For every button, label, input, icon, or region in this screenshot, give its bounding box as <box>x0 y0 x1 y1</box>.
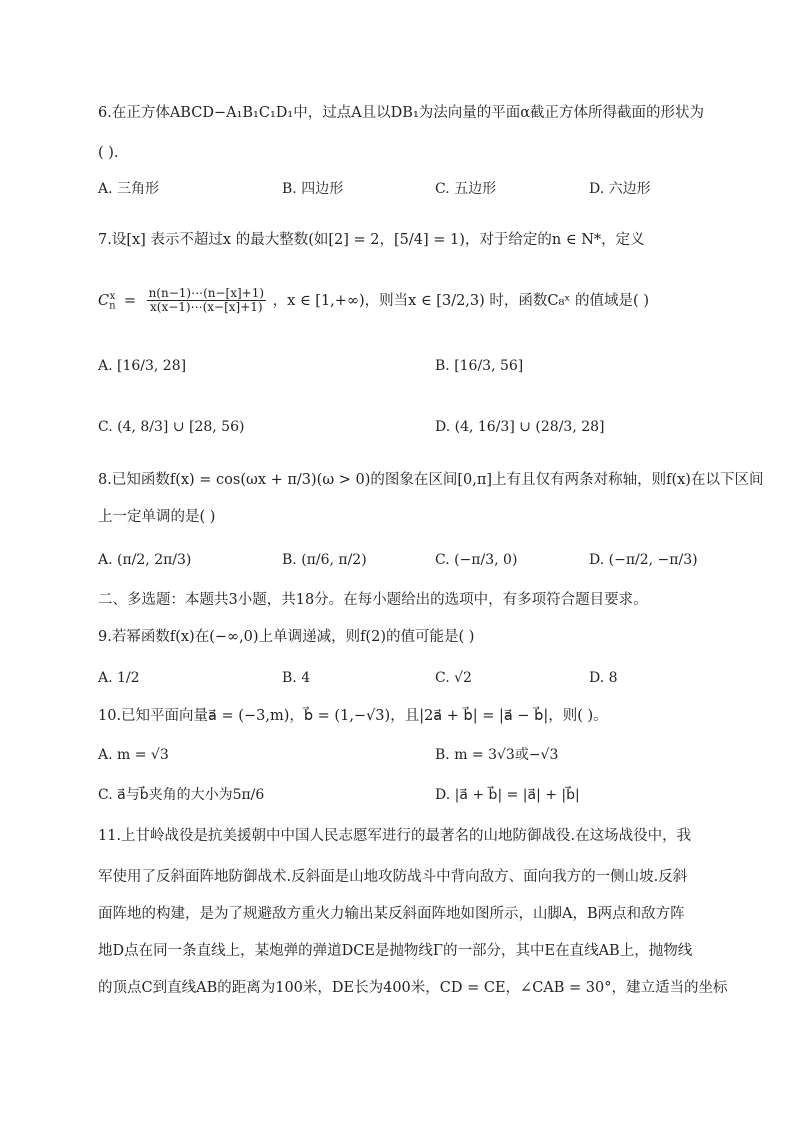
q7-option-a: A. [16/3, 28] <box>98 358 187 374</box>
q11-paragraph-line2: 军使用了反斜面阵地防御战术.反斜面是山地攻防战斗中背向敌方、面向我方的一侧山坡.反斜 <box>98 869 688 885</box>
q11-paragraph-line5: 的顶点C到直线AB的距离为100米，DE长为400米，CD = CE，∠CAB = 30°，建立适当的坐标 <box>98 980 728 996</box>
q6-option-c: C. 五边形 <box>435 181 497 197</box>
q6-option-b: B. 四边形 <box>282 181 344 197</box>
q9-option-b: B. 4 <box>282 670 311 686</box>
q6-option-a: A. 三角形 <box>98 181 160 197</box>
q11-paragraph-line1: 11.上甘岭战役是抗美援朝中中国人民志愿军进行的最著名的山地防御战役.在这场战役中，我 <box>98 828 692 844</box>
q7-def-denominator: x(x−1)⋯(x−[x]+1) <box>150 300 263 315</box>
q9-option-a: A. 1/2 <box>98 670 140 686</box>
q7-definition: $C_n^x$ = $\frac{n(n-1)\cdots(n-[x]+1)}{x(x-1)\cdots(x-[x]+1)}$ ，x ∈ [1,+∞)，则当x ∈ [3/2,3) 时，函数C₈ˣ 的值域是( ) <box>98 286 649 315</box>
q6-stem-line2: ( ). <box>98 145 119 161</box>
q7-def-symbol: C <box>98 292 110 309</box>
q7-option-d: D. (4, 16/3] ∪ (28/3, 28] <box>435 419 605 435</box>
q7-def-fraction <box>147 287 266 314</box>
q8-option-d: D. (−π/2, −π/3) <box>589 552 698 568</box>
q10-option-d: D. |a⃗ + b⃗| = |a⃗| + |b⃗| <box>435 787 580 803</box>
q8-option-c: C. (−π/3, 0) <box>435 552 518 568</box>
q7-def-tail: ，x ∈ [1,+∞)，则当x ∈ [3/2,3) 时，函数C₈ˣ 的值域是( ) <box>272 292 649 309</box>
q11-paragraph-line3: 面阵地的构建，是为了规避敌方重火力输出某反斜面阵地如图所示，山脚A，B两点和敌方阵 <box>98 906 685 922</box>
q11-paragraph-line4: 地D点在同一条直线上，某炮弹的弹道DCE是抛物线Γ的一部分，其中E在直线AB上，抛物线 <box>98 943 693 959</box>
q7-option-b: B. [16/3, 56] <box>435 358 524 374</box>
q9-option-c: C. √2 <box>435 670 472 686</box>
q10-option-a: A. m = √3 <box>98 747 169 763</box>
q8-option-b: B. (π/6, π/2) <box>282 552 367 568</box>
q9-stem: 9.若幂函数f(x)在(−∞,0)上单调递减，则f(2)的值可能是( ) <box>98 629 475 645</box>
q7-option-c: C. (4, 8/3] ∪ [28, 56) <box>98 419 245 435</box>
q7-def-numerator: n(n−1)⋯(n−[x]+1) <box>148 286 265 301</box>
q8-option-a: A. (π/2, 2π/3) <box>98 552 192 568</box>
q8-stem-line1: 8.已知函数f(x) = cos(ωx + π/3)(ω > 0)的图象在区间[0,π]上有且仅有两条对称轴，则f(x)在以下区间 <box>98 472 764 488</box>
q9-option-d: D. 8 <box>589 670 618 686</box>
q8-stem-line2: 上一定单调的是( ) <box>98 509 216 525</box>
q6-stem-line1: 6.在正方体ABCD−A₁B₁C₁D₁中，过点A且以DB₁为法向量的平面α截正方体所得截面的形状为 <box>98 105 705 121</box>
q10-option-c: C. a⃗与b⃗夹角的大小为5π/6 <box>98 787 265 803</box>
q10-option-b: B. m = 3√3或−√3 <box>435 747 559 763</box>
q6-option-d: D. 六边形 <box>589 181 651 197</box>
section-heading-multiple-choice: 二、多选题：本题共3小题，共18分。在每小题给出的选项中，有多项符合题目要求。 <box>98 592 648 608</box>
q10-stem: 10.已知平面向量a⃗ = (−3,m)，b⃗ = (1,−√3)，且|2a⃗ + b⃗| = |a⃗ − b⃗|，则( )。 <box>98 708 608 724</box>
q7-stem-line1: 7.设[x] 表示不超过x 的最大整数(如[2] = 2，[5/4] = 1)，对于给定的n ∈ N*，定义 <box>98 232 645 248</box>
